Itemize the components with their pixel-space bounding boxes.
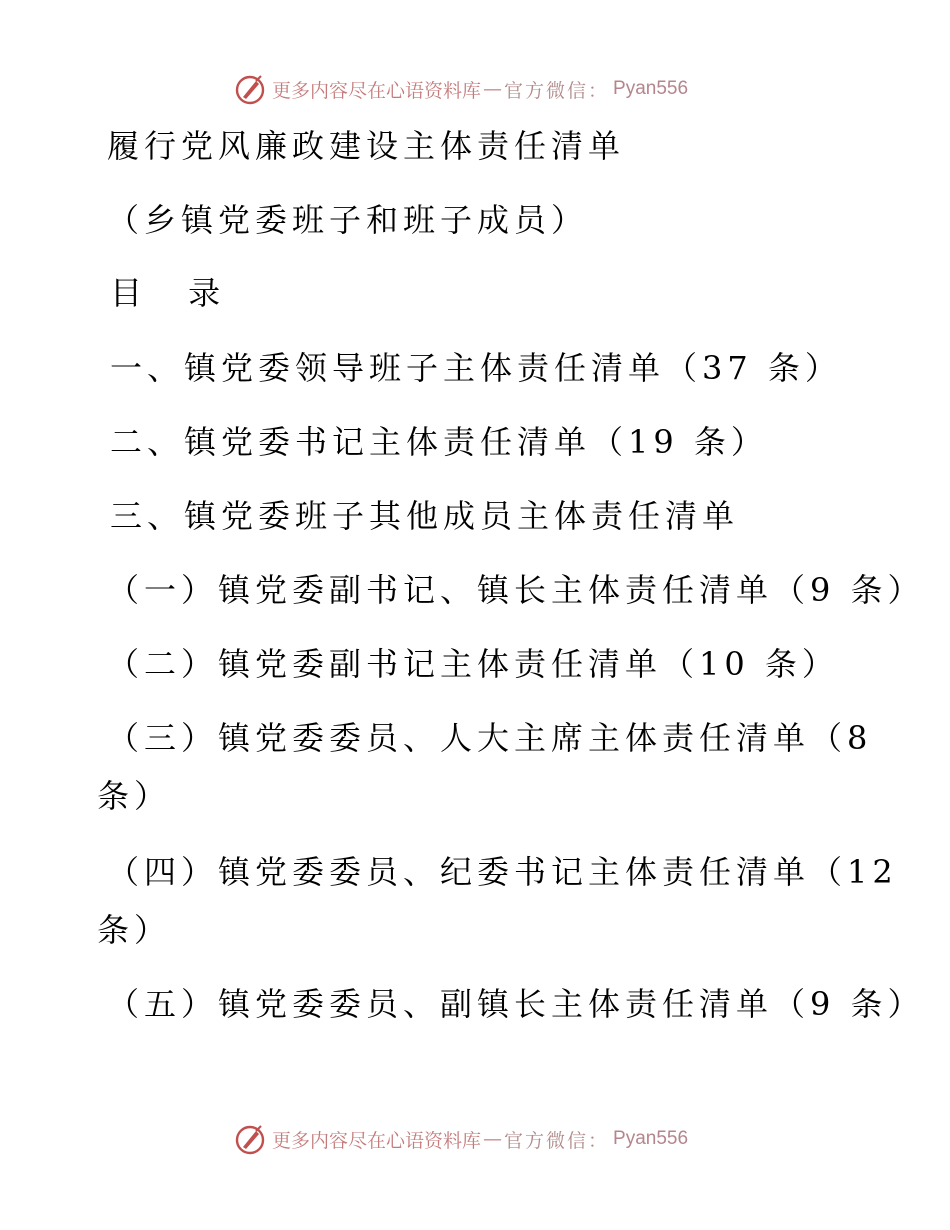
watermark-id: Pyan556: [613, 1128, 689, 1149]
toc-entry-8: （五）镇党委委员、副镇长主体责任清单（9 条）: [107, 985, 925, 1023]
watermark-dash: —: [483, 78, 503, 100]
watermark-header: [234, 72, 688, 106]
watermark-id: Pyan556: [613, 78, 689, 99]
watermark-brand: 更多内容尽在心语资料库: [272, 79, 482, 102]
quill-logo-icon: [234, 73, 266, 105]
watermark-official: 官方微信：: [504, 79, 610, 102]
toc-entry-2: 二、镇党委书记主体责任清单（19 条）: [110, 423, 768, 461]
toc-entry-1: 一、镇党委领导班子主体责任清单（37 条）: [110, 349, 842, 387]
toc-entry-6-continued: 条）: [97, 777, 172, 815]
watermark-official: 官方微信：: [504, 1129, 610, 1152]
toc-entry-7: （四）镇党委委员、纪委书记主体责任清单（12: [107, 853, 898, 891]
toc-entry-3: 三、镇党委班子其他成员主体责任清单: [110, 497, 740, 535]
document-subtitle: （乡镇党委班子和班子成员）: [107, 201, 589, 239]
quill-logo-icon: [234, 1123, 266, 1155]
watermark-brand: 更多内容尽在心语资料库: [272, 1129, 482, 1152]
document-title: 履行党风廉政建设主体责任清单: [107, 127, 626, 165]
toc-entry-5: （二）镇党委副书记主体责任清单（10 条）: [107, 645, 839, 683]
toc-entry-6: （三）镇党委委员、人大主席主体责任清单（8: [107, 719, 873, 757]
toc-heading: 目 录: [110, 274, 239, 312]
toc-entry-7-continued: 条）: [97, 911, 172, 949]
toc-entry-4: （一）镇党委副书记、镇长主体责任清单（9 条）: [107, 571, 925, 609]
watermark-dash: —: [483, 1128, 503, 1150]
watermark-footer: [234, 1122, 688, 1156]
